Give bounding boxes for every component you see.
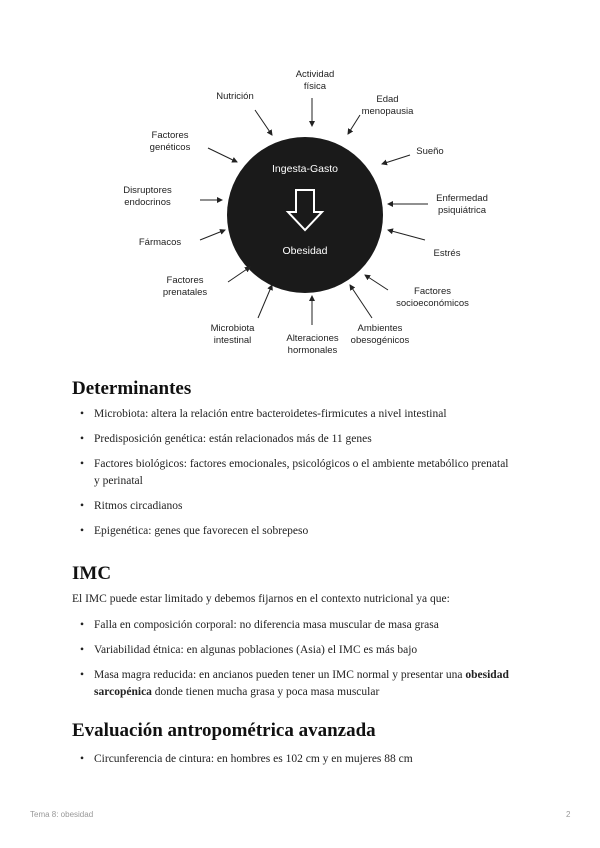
list-item: • Circunferencia de cintura: en hombres es 102 cm y en mujeres 88 cm <box>72 751 512 768</box>
list-item: • Factores biológicos: factores emocionales, psicológicos o el ambiente metabólico prenatal y perinatal <box>72 456 512 490</box>
list-item: • Predisposición genética: están relacionados más de 11 genes <box>72 431 512 448</box>
label-microbiota-intestinal: Microbiota intestinal <box>210 323 255 346</box>
footer-page-number: 2 <box>566 810 571 819</box>
label-factores-prenatales: Factores prenatales <box>162 275 208 298</box>
label-estres: Estrés <box>433 248 461 259</box>
imc-item3-bold: obesidad sarcopénica <box>94 669 509 698</box>
heading-evaluacion: Evaluación antropométrica avanzada <box>72 720 376 741</box>
list-item: • Epigenética: genes que favorecen el sobrepeso <box>72 523 512 540</box>
label-nutricion: Nutrición <box>216 91 254 102</box>
center-label-ingesta: Ingesta-Gasto <box>272 163 338 175</box>
label-farmacos: Fármacos <box>138 237 182 248</box>
imc-intro: El IMC puede estar limitado y debemos fijarnos en el contexto nutricional ya que: <box>72 593 450 605</box>
list-item: • Ritmos circadianos <box>72 498 512 515</box>
list-item <box>72 667 512 701</box>
center-circle <box>227 137 383 293</box>
label-actividad-fisica: Actividad física <box>295 69 335 92</box>
footer-title: Tema 8: obesidad <box>30 810 94 819</box>
label-edad-menopausia: Edad menopausia <box>361 94 414 117</box>
label-alteraciones-hormonales: Alteraciones hormonales <box>286 333 339 356</box>
list-item: • Variabilidad étnica: en algunas poblaciones (Asia) el IMC es más bajo <box>72 642 512 659</box>
imc-list <box>72 617 512 709</box>
list-item: • Falla en composición corporal: no diferencia masa muscular de masa grasa <box>72 617 512 634</box>
label-sueno: Sueño <box>416 146 444 157</box>
center-label-obesidad: Obesidad <box>282 245 328 257</box>
label-ambientes-obesogenicos: Ambientes obesogénicos <box>350 323 410 346</box>
label-enfermedad-psiquiatrica: Enfermedad psiquiátrica <box>436 193 488 216</box>
obesity-determinants-diagram <box>110 60 500 370</box>
label-factores-socioeconomicos: Factores socioeconómicos <box>396 286 469 309</box>
determinantes-list <box>72 406 512 548</box>
imc-item3-text-a: Masa magra reducida: en ancianos pueden tener un IMC normal y presentar una <box>94 669 466 681</box>
evaluacion-list <box>72 751 512 776</box>
imc-item3-text-b: donde tienen mucha grasa y poca masa muscular <box>151 686 380 698</box>
list-item: • Microbiota: altera la relación entre bacteroidetes-firmicutes a nivel intestinal <box>72 406 512 423</box>
label-disruptores-endocrinos: Disruptores endocrinos <box>123 185 172 208</box>
heading-imc: IMC <box>72 563 112 584</box>
heading-determinantes: Determinantes <box>72 378 192 399</box>
label-factores-geneticos: Factores genéticos <box>149 130 191 153</box>
